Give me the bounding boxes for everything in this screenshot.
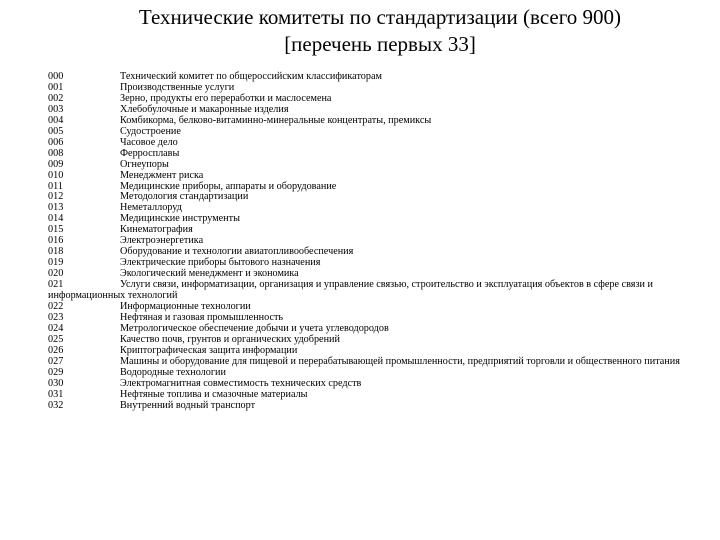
committee-name: Внутренний водный транспорт	[120, 399, 256, 411]
title-line-2: [перечень первых 33]	[284, 32, 476, 56]
committee-name: Технический комитет по общероссийским классификаторам	[120, 71, 382, 82]
committee-code: 004	[48, 114, 64, 126]
committee-code: 018	[48, 246, 64, 258]
committee-name: Машины и оборудование для пищевой и перерабатывающей промышленности, предприятий торговли и общественного питания	[120, 355, 680, 367]
committee-name: Электроэнергетика	[120, 235, 204, 247]
committee-name: Услуги связи, информатизации, организация и управление связью, строительство и эксплуатация объектов в сфере связи и информационных технологий	[48, 279, 653, 302]
committee-name: Качество почв, грунтов и органических удобрений	[120, 333, 340, 345]
committee-code: 003	[48, 103, 64, 115]
committee-name: Электромагнитная совместимость технических средств	[120, 377, 362, 389]
committee-code: 031	[48, 388, 64, 400]
committee-code: 011	[48, 180, 63, 192]
committee-name: Часовое дело	[120, 136, 178, 148]
committee-name: Огнеупоры	[120, 158, 169, 170]
committee-name: Медицинские приборы, аппараты и оборудование	[120, 180, 337, 192]
committee-name: Медицинские инструменты	[120, 213, 240, 225]
committee-code: 009	[48, 158, 64, 170]
committee-list	[48, 72, 712, 412]
committee-code: 022	[48, 301, 64, 313]
committee-code: 027	[48, 355, 64, 367]
committee-code: 013	[48, 202, 64, 214]
committee-name: Кинематография	[120, 224, 193, 236]
committee-code: 032	[48, 399, 64, 411]
committee-name: Методология стандартизации	[120, 191, 249, 203]
committee-name: Электрические приборы бытового назначения	[120, 257, 321, 269]
committee-name: Информационные технологии	[120, 301, 251, 313]
committee-name: Ферросплавы	[120, 147, 180, 159]
committee-name: Водородные технологии	[120, 366, 226, 378]
committee-name: Зерно, продукты его переработки и маслосемена	[120, 92, 332, 104]
committee-code: 008	[48, 147, 64, 159]
committee-name: Оборудование и технологии авиатопливообеспечения	[120, 246, 354, 258]
committee-code: 006	[48, 136, 64, 148]
committee-name: Менеджмент риска	[120, 169, 204, 181]
page-title	[60, 4, 700, 58]
list-item	[48, 401, 712, 412]
committee-code: 025	[48, 333, 64, 345]
committee-name: Хлебобулочные и макаронные изделия	[120, 103, 289, 115]
committee-name: Комбикорма, белково-витаминно-минеральные концентраты, премиксы	[120, 114, 432, 126]
committee-code: 026	[48, 344, 64, 356]
committee-name: Криптографическая защита информации	[120, 344, 298, 356]
committee-code: 021	[48, 279, 64, 291]
committee-code: 002	[48, 92, 64, 104]
committee-code: 024	[48, 322, 64, 334]
committee-name: Производственные услуги	[120, 81, 235, 93]
committee-code: 000	[48, 71, 64, 82]
committee-code: 030	[48, 377, 64, 389]
committee-code: 029	[48, 366, 64, 378]
committee-name: Нефтяные топлива и смазочные материалы	[120, 388, 308, 400]
committee-code: 005	[48, 125, 64, 137]
committee-code: 012	[48, 191, 64, 203]
committee-name: Неметаллоруд	[120, 202, 182, 214]
committee-code: 016	[48, 235, 64, 247]
committee-name: Нефтяная и газовая промышленность	[120, 311, 284, 323]
committee-name: Судостроение	[120, 125, 181, 137]
committee-code: 020	[48, 268, 64, 280]
committee-code: 014	[48, 213, 64, 225]
committee-code: 010	[48, 169, 64, 181]
committee-name: Экологический менеджмент и экономика	[120, 268, 299, 280]
committee-code: 001	[48, 81, 64, 93]
committee-name: Метрологическое обеспечение добычи и учета углеводородов	[120, 322, 389, 334]
list-item	[48, 280, 712, 302]
committee-code: 019	[48, 257, 64, 269]
committee-code: 023	[48, 311, 64, 323]
title-line-1: Технические комитеты по стандартизации (всего 900)	[138, 5, 622, 29]
committee-code: 015	[48, 224, 64, 236]
